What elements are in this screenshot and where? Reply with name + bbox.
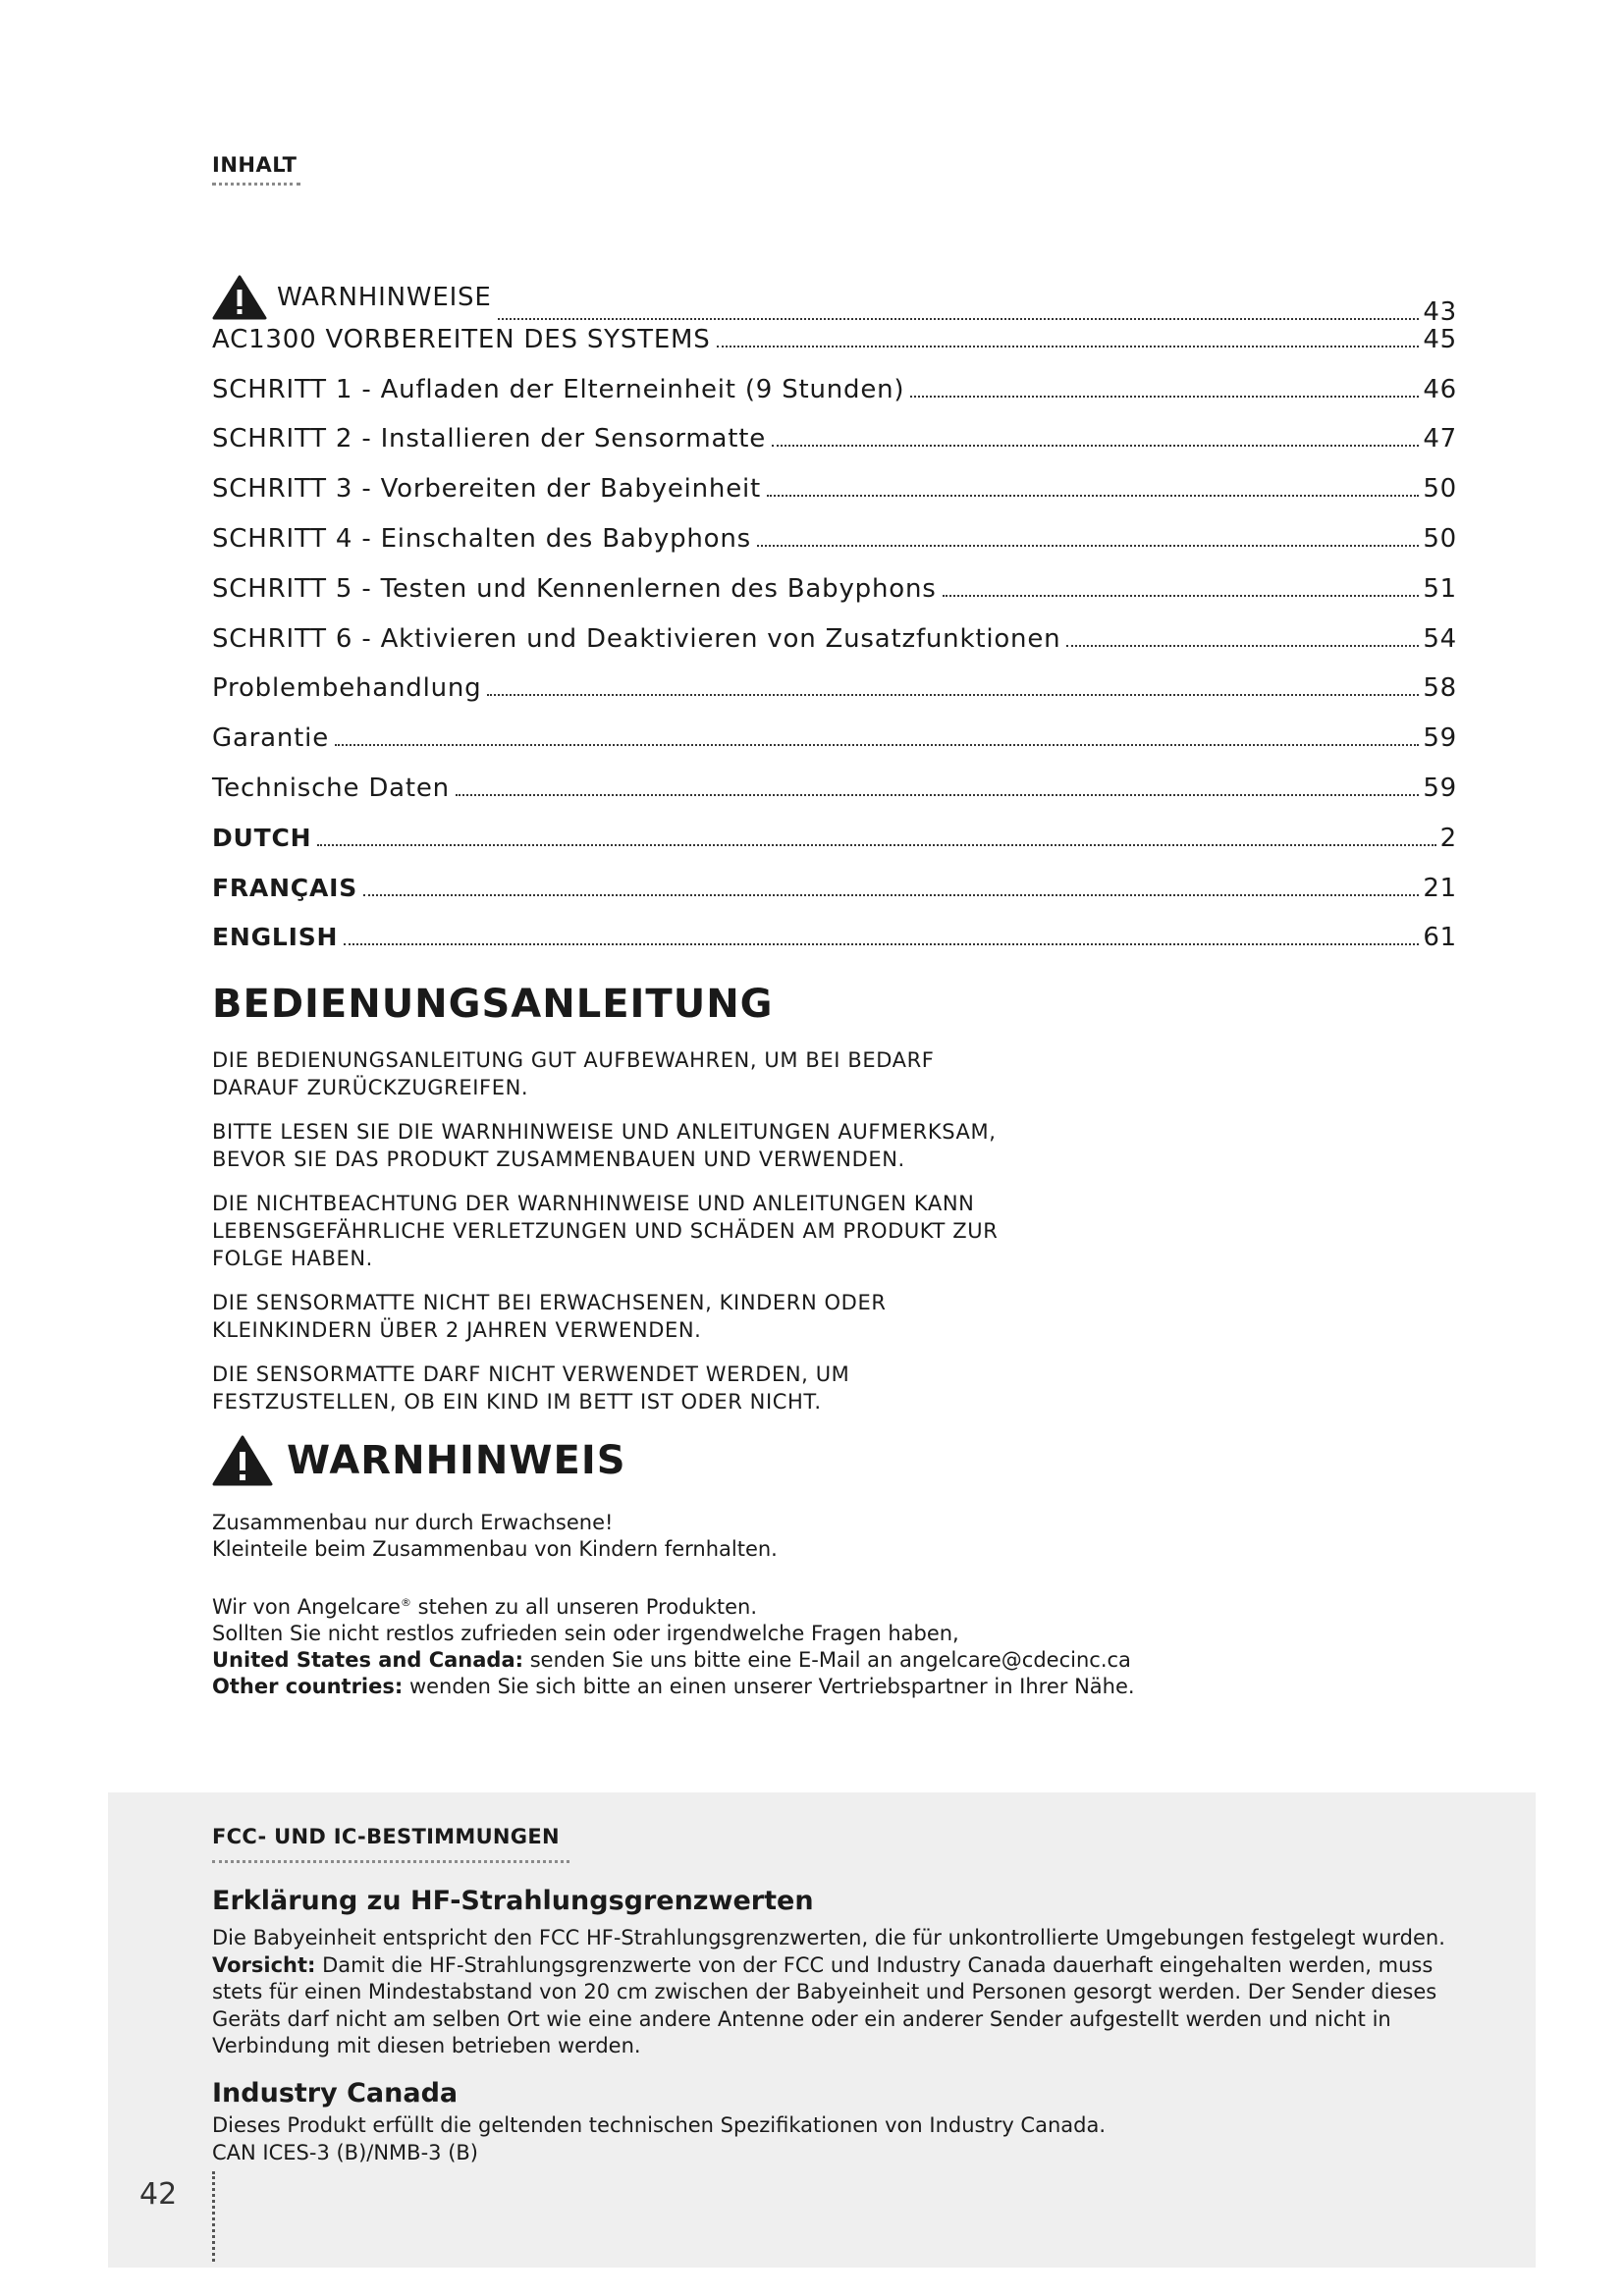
industry-canada-heading: Industry Canada <box>212 2078 459 2109</box>
toc-entry-label: FRANÇAIS <box>212 873 358 902</box>
warning-triangle-icon <box>212 1435 273 1486</box>
warning-line: Wir von Angelcare® stehen zu all unseren Produkten. <box>212 1595 758 1619</box>
toc-entry-label: AC1300 VORBEREITEN DES SYSTEMS <box>212 324 711 354</box>
manual-paragraph: DIE SENSORMATTE NICHT BEI ERWACHSENEN, KINDERN ODER KLEINKINDERN ÜBER 2 JAHREN VERWENDEN. <box>212 1291 887 1342</box>
toc-leader-dots <box>487 694 1419 696</box>
toc-entry-label: SCHRITT 6 - Aktivieren und Deaktivieren von Zusatzfunktionen <box>212 623 1061 654</box>
toc-entry-label: ENGLISH <box>212 923 339 952</box>
toc-entry[interactable] <box>212 524 1457 574</box>
warning-title: WARNHINWEIS <box>287 1438 626 1483</box>
contents-title: INHALT <box>212 153 298 177</box>
toc-leader-dots <box>317 844 1435 846</box>
fcc-title-underline <box>212 1860 569 1863</box>
warning-contact-us: United States and Canada: senden Sie uns bitte eine E-Mail an angelcare@cdecinc.ca <box>212 1648 1131 1672</box>
toc-leader-dots <box>943 595 1420 597</box>
toc-leader-dots <box>757 545 1419 547</box>
industry-canada-text: Dieses Produkt erfüllt die geltenden technischen Spezifikationen von Industry Canada. CAN ICES-3 (B)/NMB-3 (B) <box>212 2113 1107 2164</box>
toc-entry-label: SCHRITT 5 - Testen und Kennenlernen des Babyphons <box>212 573 937 604</box>
rf-exposure-heading: Erklärung zu HF-Strahlungsgrenzwerten <box>212 1886 814 1916</box>
toc-leader-dots <box>1066 645 1419 647</box>
toc-entry[interactable] <box>212 275 1457 325</box>
warning-body <box>212 1510 1489 1700</box>
warning-heading <box>212 1435 626 1486</box>
warning-line: Sollten Sie nicht restlos zufrieden sein oder irgendwelche Fragen haben, <box>212 1622 959 1645</box>
warning-triangle-icon <box>212 275 267 320</box>
toc-leader-dots <box>344 943 1419 945</box>
warning-line: Kleinteile beim Zusammenbau von Kindern fernhalten. <box>212 1537 778 1561</box>
toc-entry-label: WARNHINWEISE <box>277 283 492 312</box>
toc-entry-page: 47 <box>1423 424 1457 454</box>
warning-contact-other: Other countries: wenden Sie sich bitte an einen unserer Vertriebspartner in Ihrer Nähe. <box>212 1675 1135 1698</box>
toc-entry-label: SCHRITT 4 - Einschalten des Babyphons <box>212 523 751 554</box>
toc-entry-page: 45 <box>1423 324 1457 354</box>
manual-instructions <box>212 1046 1194 1432</box>
toc-entry-page: 50 <box>1423 523 1457 554</box>
toc-entry-page: 2 <box>1439 823 1457 853</box>
toc-entry[interactable] <box>212 574 1457 624</box>
toc-entry-label: Garantie <box>212 723 329 754</box>
table-of-contents <box>212 275 1457 973</box>
toc-entry-page: 54 <box>1423 623 1457 654</box>
warning-line: Zusammenbau nur durch Erwachsene! <box>212 1511 614 1534</box>
toc-leader-dots <box>910 396 1419 398</box>
toc-entry[interactable] <box>212 774 1457 824</box>
manual-paragraph: DIE SENSORMATTE DARF NICHT VERWENDET WERDEN, UM FESTZUSTELLEN, OB EIN KIND IM BETT IST ODER NICHT. <box>212 1362 850 1414</box>
contents-title-underline <box>212 183 300 186</box>
manual-paragraph: DIE BEDIENUNGSANLEITUNG GUT AUFBEWAHREN, UM BEI BEDARF DARAUF ZURÜCKZUGREIFEN. <box>212 1048 935 1099</box>
toc-entry[interactable] <box>212 424 1457 474</box>
toc-leader-dots <box>456 794 1419 796</box>
toc-entry[interactable] <box>212 375 1457 425</box>
toc-entry-page: 58 <box>1423 673 1457 704</box>
toc-entry[interactable] <box>212 624 1457 674</box>
fcc-title: FCC- UND IC-BESTIMMUNGEN <box>212 1825 560 1848</box>
toc-leader-dots <box>767 495 1419 497</box>
toc-leader-dots <box>717 346 1420 347</box>
manual-paragraph: BITTE LESEN SIE DIE WARNHINWEISE UND ANLEITUNGEN AUFMERKSAM, BEVOR SIE DAS PRODUKT ZUSAMMENBAUEN UND VERWENDEN. <box>212 1120 997 1171</box>
toc-entry[interactable] <box>212 673 1457 723</box>
toc-leader-dots <box>772 445 1419 447</box>
toc-entry[interactable] <box>212 874 1457 924</box>
toc-entry-page: 43 <box>1423 297 1457 327</box>
toc-entry-page: 59 <box>1423 773 1457 803</box>
toc-entry[interactable] <box>212 325 1457 375</box>
page-number-rule <box>212 2171 215 2262</box>
toc-entry-label: SCHRITT 1 - Aufladen der Elterneinheit (9 Stunden) <box>212 374 905 404</box>
toc-entry-label: SCHRITT 2 - Installieren der Sensormatte <box>212 424 767 454</box>
toc-entry[interactable] <box>212 474 1457 524</box>
toc-entry-page: 50 <box>1423 474 1457 505</box>
toc-entry-page: 21 <box>1423 873 1457 903</box>
toc-entry[interactable] <box>212 723 1457 774</box>
toc-entry-page: 59 <box>1423 723 1457 754</box>
manual-paragraph: DIE NICHTBEACHTUNG DER WARNHINWEISE UND ANLEITUNGEN KANN LEBENSGEFÄHRLICHE VERLETZUNGEN UND SCHÄDEN AM PRODUKT ZUR FOLGE HABEN. <box>212 1192 999 1270</box>
toc-entry-page: 61 <box>1423 923 1457 953</box>
toc-entry[interactable] <box>212 923 1457 973</box>
toc-entry-label: Problembehandlung <box>212 673 482 704</box>
toc-entry-label: SCHRITT 3 - Vorbereiten der Babyeinheit <box>212 474 762 505</box>
toc-leader-dots <box>498 318 1420 320</box>
manual-heading: BEDIENUNGSANLEITUNG <box>212 982 774 1027</box>
toc-entry-label: Technische Daten <box>212 773 450 803</box>
toc-leader-dots <box>335 744 1419 746</box>
rf-exposure-text: Die Babyeinheit entspricht den FCC HF-Strahlungsgrenzwerten, die für unkontrollierte Umgebungen festgelegt wurden. Vorsicht: Damit die HF-Strahlungsgrenzwerte von der FCC und Industry Canada dauerhaft eingehalten werden, muss stets für einen Mindestabstand von 20 cm zwischen der Babyeinheit und Personen gesorgt werden. Der Sender dieses Geräts darf nicht am selben Ort wie eine andere Antenne oder ein anderer Sender aufgestellt werden und nicht in Verbindung mit diesen betrieben werden. <box>212 1926 1445 2057</box>
toc-entry-page: 46 <box>1423 374 1457 404</box>
page-number: 42 <box>139 2177 178 2212</box>
toc-entry-label: DUTCH <box>212 823 312 852</box>
toc-entry[interactable] <box>212 824 1457 874</box>
toc-entry-page: 51 <box>1423 573 1457 604</box>
toc-leader-dots <box>363 894 1419 896</box>
